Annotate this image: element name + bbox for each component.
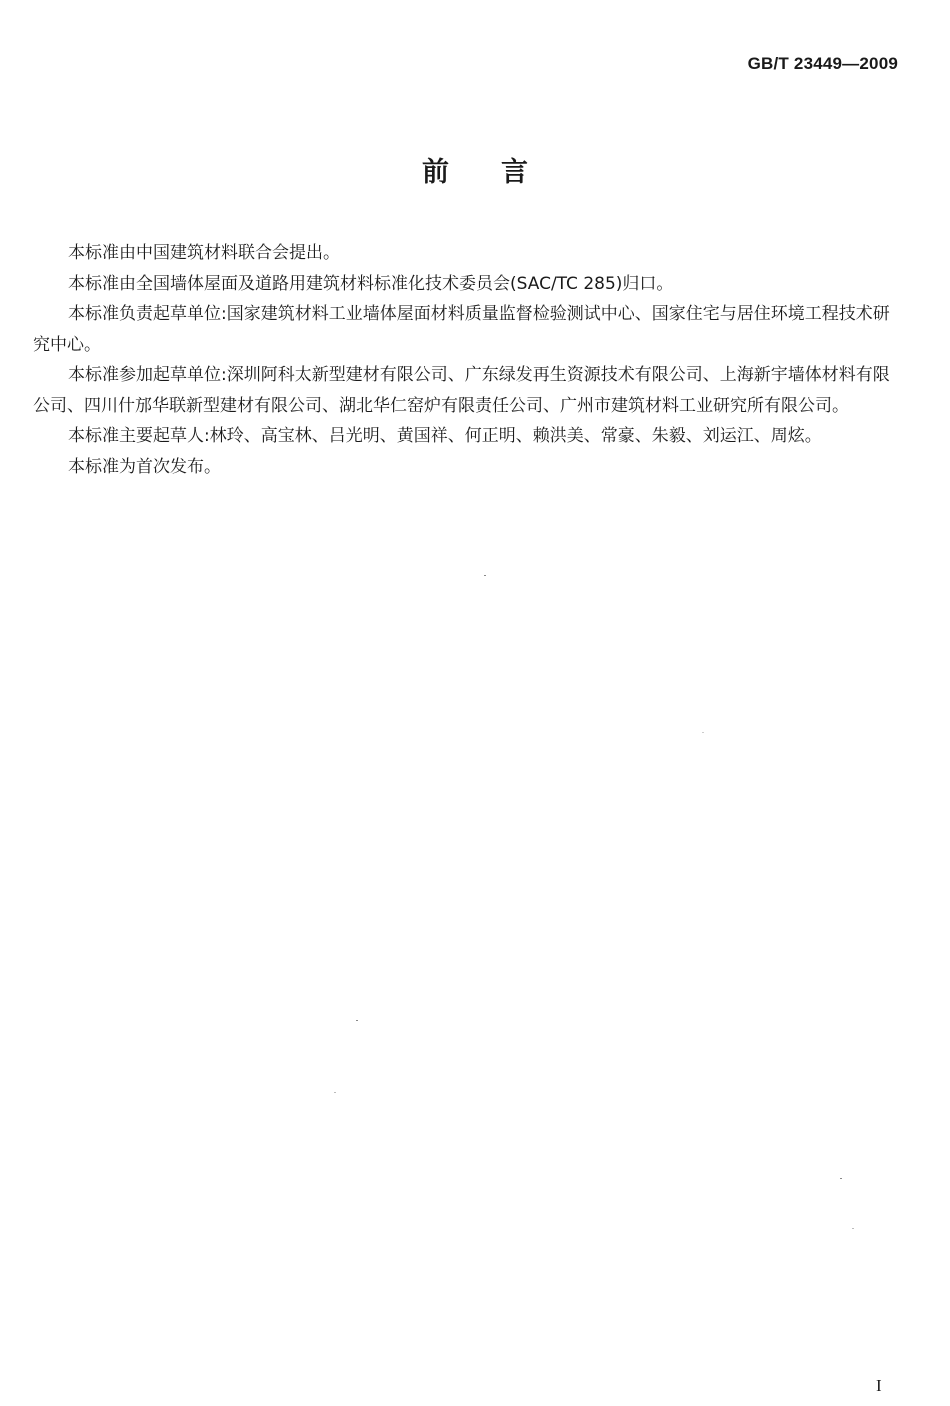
page-title: 前言 (422, 157, 580, 188)
page-number: I (876, 1376, 882, 1395)
scan-speck (484, 575, 486, 576)
standard-code: GB/T 23449—2009 (747, 54, 898, 73)
paragraph-proposer: 本标准由中国建筑材料联合会提出。 (68, 243, 340, 263)
scan-speck (852, 1228, 854, 1229)
scan-speck (702, 732, 704, 733)
preface-body (33, 238, 905, 482)
scan-speck (356, 1020, 358, 1021)
paragraph-main-drafters: 本标准主要起草人:林玲、高宝林、吕光明、黄国祥、何正明、赖洪美、常豪、朱毅、刘运江、周炫。 (68, 426, 822, 446)
scan-speck (334, 1092, 336, 1093)
scan-speck (840, 1178, 842, 1179)
paragraph-administrator: 本标准由全国墙体屋面及道路用建筑材料标准化技术委员会(SAC/TC 285)归口。 (68, 273, 674, 294)
paragraph-lead-drafters: 本标准负责起草单位:国家建筑材料工业墙体屋面材料质量监督检验测试中心、国家住宅与居住环境工程技术研究中心。 (33, 304, 890, 355)
paragraph-participating-drafters: 本标准参加起草单位:深圳阿科太新型建材有限公司、广东绿发再生资源技术有限公司、上海新宇墙体材料有限公司、四川什邡华联新型建材有限公司、湖北华仁窑炉有限责任公司、广州市建筑材料工业研究所有限公司。 (33, 365, 890, 416)
paragraph-first-release: 本标准为首次发布。 (68, 456, 221, 477)
